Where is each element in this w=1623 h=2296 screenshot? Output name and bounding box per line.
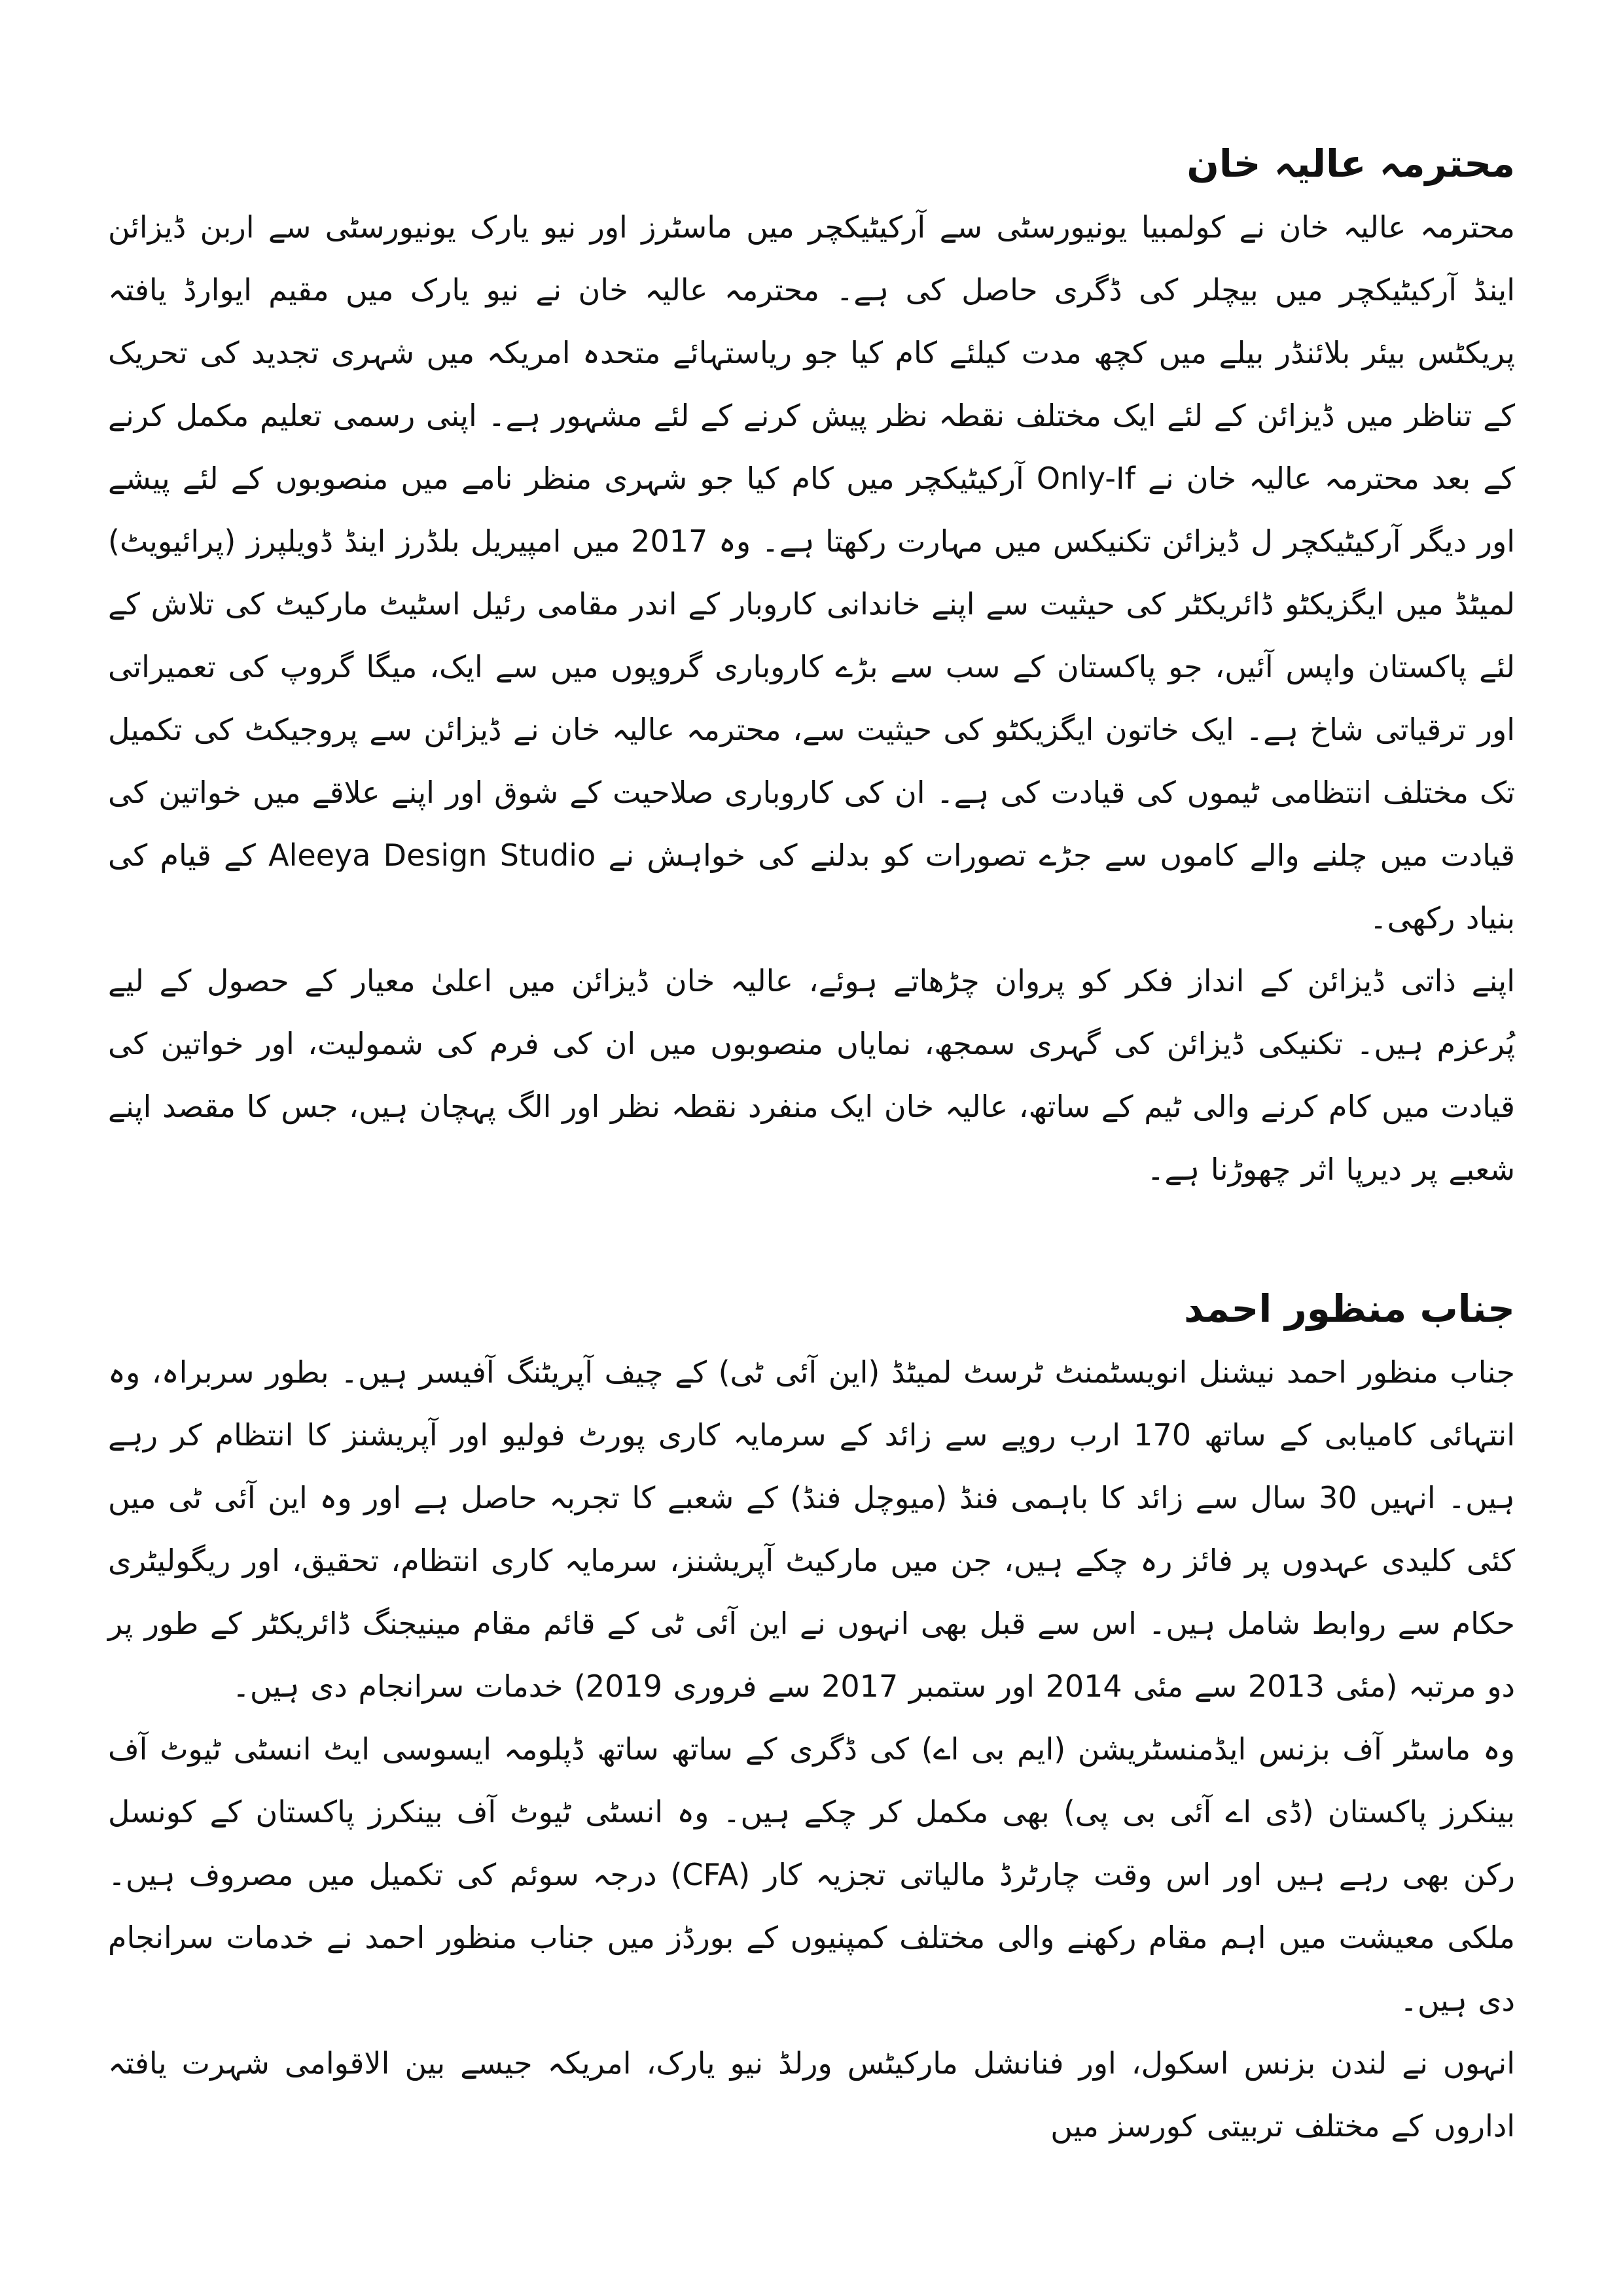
paragraph: اپنے ذاتی ڈیزائن کے انداز فکر کو پروان چڑھاتے ہوئے، عالیہ خان ڈیزائن میں اعلیٰ معیار کے حصول کے لیے پُرعزم ہیں۔ تکنیکی ڈیزائن کی گہری سمجھ، نمایاں منصوبوں میں ان کی فرم کی شمولیت، اور خواتین کی قیادت میں کام کرنے والی ٹیم کے ساتھ، عالیہ خان ایک منفرد نقطہ نظر اور الگ پہچان ہیں، جس کا مقصد اپنے شعبے پر دیرپا اثر چھوڑنا ہے۔ — [108, 963, 1515, 1187]
paragraph: محترمہ عالیہ خان نے کولمبیا یونیورسٹی سے آرکیٹیکچر میں ماسٹرز اور نیو یارک یونیورسٹی سے اربن ڈیزائن اینڈ آرکیٹیکچر میں بیچلر کی ڈگری حاصل کی ہے۔ محترمہ عالیہ خان نے نیو یارک میں مقیم ایوارڈ یافتہ پریکٹس بیئر بلائنڈر بیلے میں کچھ مدت کیلئے کام کیا جو ریاستہائے متحدہ امریکہ میں شہری تجدید کی تحریک کے تناظر میں ڈیزائن کے لئے ایک مختلف نقطہ نظر پیش کرنے کے لئے مشہور ہے۔ اپنی رسمی تعلیم مکمل کرنے کے بعد محترمہ عالیہ خان نے Only-If آرکیٹیکچر میں کام کیا جو شہری منظر نامے میں منصوبوں کے لئے پیشے اور دیگر آرکیٹیکچر ل ڈیزائن تکنیکس میں مہارت رکھتا ہے۔ وہ 2017 میں امپیریل بلڈرز اینڈ ڈویلپرز (پرائیویٹ) لمیٹڈ میں ایگزیکٹو ڈائریکٹر کی حیثیت سے اپنے خاندانی کاروبار کے اندر مقامی رئیل اسٹیٹ مارکیٹ کی تلاش کے لئے پاکستان واپس آئیں، جو پاکستان کے سب سے بڑے کاروباری گروپوں میں سے ایک، میگا گروپ کی تعمیراتی اور ترقیاتی شاخ ہے۔ ایک خاتون ایگزیکٹو کی حیثیت سے، محترمہ عالیہ خان نے ڈیزائن سے پروجیکٹ کی تکمیل تک مختلف انتظامی ٹیموں کی قیادت کی ہے۔ ان کی کاروباری صلاحیت کے شوق اور اپنے علاقے میں خواتین کی قیادت میں چلنے والے کاموں سے جڑے تصورات کو بدلنے کی خواہش نے Aleeya Design Studio کے قیام کی بنیاد رکھی۔ — [108, 209, 1516, 936]
paragraph: انہوں نے لندن بزنس اسکول، اور فنانشل مارکیٹس ورلڈ نیو یارک، امریکہ جیسے بین الاقوامی شہرت یافتہ اداروں کے مختلف تربیتی کورسز میں — [108, 2045, 1515, 2144]
profile-aleeya-khan — [108, 134, 1515, 1201]
section-title: محترمہ عالیہ خان — [1186, 141, 1515, 186]
paragraph: وہ ماسٹر آف بزنس ایڈمنسٹریشن (ایم بی اے) کی ڈگری کے ساتھ ساتھ ڈپلومہ ایسوسی ایٹ انسٹی ٹیوٹ آف بینکرز پاکستان (ڈی اے آئی بی پی) بھی مکمل کر چکے ہیں۔ وہ انسٹی ٹیوٹ آف بینکرز پاکستان کے کونسل رکن بھی رہے ہیں اور اس وقت چارٹرڈ مالیاتی تجزیہ کار (CFA) درجہ سوئم کی تکمیل میں مصروف ہیں۔ ملکی معیشت میں اہم مقام رکھنے والی مختلف کمپنیوں کے بورڈز میں جناب منظور احمد نے خدمات سرانجام دی ہیں۔ — [108, 1731, 1515, 2018]
section-title: جناب منظور احمد — [1184, 1286, 1515, 1331]
paragraph: جناب منظور احمد نیشنل انویسٹمنٹ ٹرسٹ لمیٹڈ (این آئی ٹی) کے چیف آپریٹنگ آفیسر ہیں۔ بطور سربراہ، وہ انتہائی کامیابی کے ساتھ 170 ارب روپے سے زائد کے سرمایہ کاری پورٹ فولیو اور آپریشنز کا انتظام کر رہے ہیں۔ انہیں 30 سال سے زائد کا باہمی فنڈ (میوچل فنڈ) کے شعبے کا تجربہ حاصل ہے اور وہ این آئی ٹی میں کئی کلیدی عہدوں پر فائز رہ چکے ہیں، جن میں مارکیٹ آپریشنز، سرمایہ کاری انتظام، تحقیق، اور ریگولیٹری حکام سے روابط شامل ہیں۔ اس سے قبل بھی انہوں نے این آئی ٹی کے قائم مقام مینیجنگ ڈائریکٹر کے طور پر دو مرتبہ (مئی 2013 سے مئی 2014 اور ستمبر 2017 سے فروری 2019) خدمات سرانجام دی ہیں۔ — [108, 1354, 1516, 1704]
profile-manzoor-ahmed — [108, 1279, 1515, 2157]
